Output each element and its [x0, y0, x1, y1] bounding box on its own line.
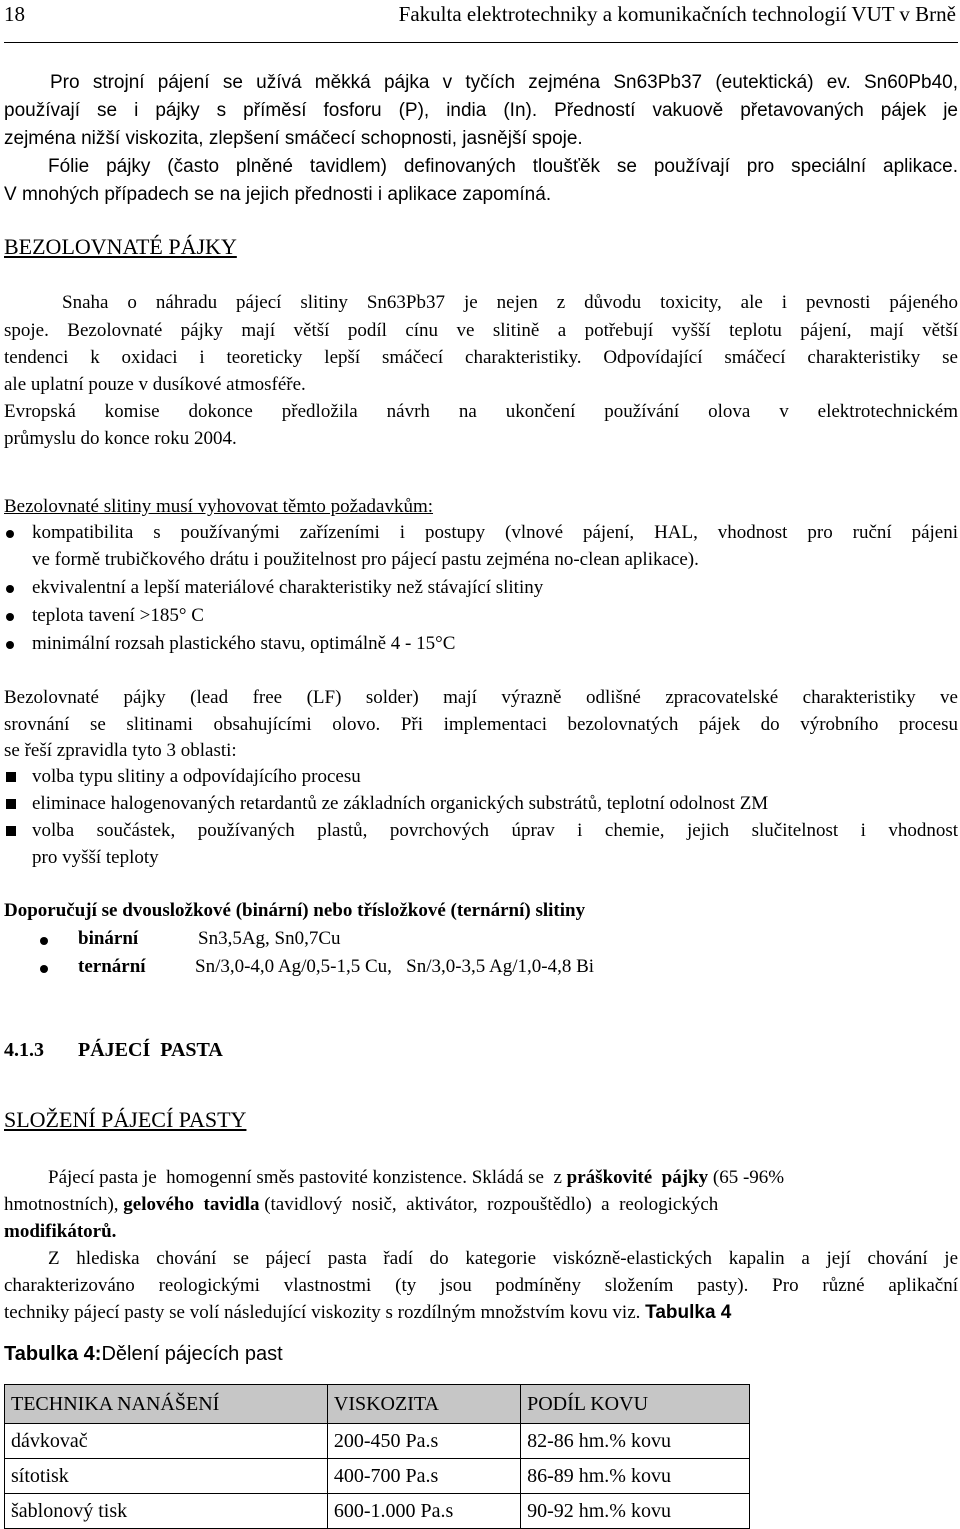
binary-value: Sn3,5Ag, Sn0,7Cu [198, 928, 341, 949]
table-header-cell: TECHNIKA NANÁŠENÍ [5, 1385, 328, 1424]
lead-free-line-1: Snaha o náhradu pájecí slitiny Sn63Pb37 je nejen z důvodu toxicity, ale i pevnosti pájeného [62, 292, 958, 313]
section-heading-lead-free: BEZOLOVNATÉ PÁJKY [4, 234, 237, 259]
intro-line-4: Fólie pájky (často plněné tavidlem) definovaných tloušťěk se používají pro speciální aplikace. [48, 156, 958, 177]
bullet-icon [6, 585, 14, 593]
table-row [5, 1494, 750, 1529]
ternary-value: Sn/3,0-4,0 Ag/0,5-1,5 Cu, Sn/3,0-3,5 Ag/1,0-4,8 Bi [195, 956, 595, 977]
intro-line-5: V mnohých případech se na jejich přednosti i aplikace zapomíná. [4, 184, 552, 205]
lf-line-3: se řeší zpravidla tyto 3 oblasti: [4, 740, 237, 761]
paste-line-4: Z hlediska chování se pájecí pasta řadí do kategorie viskózně-elastických kapalin a její chování je [48, 1248, 958, 1269]
requirement-item: ve formě trubičkového drátu i použitelnost pro pájecí pastu zejména no-clean aplikace). [32, 549, 699, 570]
table-cell: 600-1.000 Pa.s [327, 1494, 520, 1529]
paste-line-2b: gelového tavidla [123, 1194, 260, 1215]
section-title: PÁJECÍ PASTA [78, 1039, 223, 1061]
table-caption [4, 1343, 283, 1366]
section-number: 4.1.3 [4, 1039, 44, 1061]
lf-item: volba součástek, používaných plastů, povrchových úprav i chemie, jejich slučitelnost i vhodnost [32, 820, 958, 841]
lf-line-2: srovnání se slitinami obsahujícími olovo. Při implementaci bezolovnatých pájek do výrobního procesu [4, 714, 958, 735]
square-bullet-icon [6, 772, 16, 782]
paste-line-1c: (65 -96% [708, 1167, 785, 1188]
paste-line-1a: Pájecí pasta je homogenní směs pastovité konzistence. Skládá se z [48, 1167, 567, 1188]
paste-subheading: SLOŽENÍ PÁJECÍ PASTY [4, 1107, 247, 1132]
requirement-item: minimální rozsah plastického stavu, optimálně 4 - 15°C [32, 633, 456, 654]
intro-line-1: Pro strojní pájení se užívá měkká pájka v tyčích zejména Sn63Pb37 (eutektická) ev. Sn60Pb40, [50, 72, 958, 93]
paste-line-5: charakterizováno reologickými vlastnostmi (ty jsou podmíněny složením pasty). Pro různé aplikační [4, 1275, 958, 1296]
paste-viscosity-table [4, 1384, 750, 1529]
lf-item: eliminace halogenovaných retardantů ze základních organických substrátů, teplotní odolnost ZM [32, 793, 769, 814]
table-cell: šablonový tisk [5, 1494, 328, 1529]
requirement-item: ekvivalentní a lepší materiálové charakteristiky než stávající slitiny [32, 577, 544, 598]
lead-free-line-2: spoje. Bezolovnaté pájky mají větší podíl cínu ve slitině a potřebují vyšší teplotu pájení, mají větší [4, 320, 958, 341]
table-header-row [5, 1385, 750, 1424]
paste-line-2 [4, 1194, 958, 1216]
table-cell: dávkovač [5, 1424, 328, 1459]
lead-free-line-5: Evropská komise dokonce předložila návrh na ukončení používání olova v elektrotechnickém [4, 401, 958, 422]
table-header-cell: PODÍL KOVU [521, 1385, 750, 1424]
table-cell: 200-450 Pa.s [327, 1424, 520, 1459]
table-cell: 86-89 hm.% kovu [521, 1459, 750, 1494]
binary-label: binární [78, 928, 139, 949]
paste-line-2c: (tavidlový nosič, aktivátor, rozpouštědlo) a reologických [259, 1194, 719, 1215]
requirement-item: teplota tavení >185° C [32, 605, 204, 626]
table-cell: 90-92 hm.% kovu [521, 1494, 750, 1529]
table-caption-label: Tabulka 4: [4, 1343, 102, 1365]
intro-line-3: zejména nižší viskozita, zlepšení smáčecí schopnosti, jasnější spoje. [4, 128, 583, 149]
table-cell: 82-86 hm.% kovu [521, 1424, 750, 1459]
paste-line-2a: hmotnostních), [4, 1194, 124, 1215]
lead-free-line-3: tendenci k oxidaci i teoreticky lepší smáčecí charakteristiky. Odpovídající smáčecí charakteristiky se [4, 347, 958, 368]
bullet-icon [6, 613, 14, 621]
square-bullet-icon [6, 799, 16, 809]
lf-line-1: Bezolovnaté pájky (lead free (LF) solder) mají výrazně odlišné zpracovatelské charakteristiky ve [4, 687, 958, 708]
header-rule [4, 42, 958, 43]
table-caption-text: Dělení pájecích past [101, 1343, 283, 1365]
table-row [5, 1459, 750, 1494]
table-reference: Tabulka 4 [645, 1302, 732, 1323]
bullet-icon [6, 641, 14, 649]
lf-item: volba typu slitiny a odpovídajícího procesu [32, 766, 361, 787]
lead-free-line-6: průmyslu do konce roku 2004. [4, 428, 237, 449]
recommended-heading: Doporučují se dvousložkové (binární) nebo třísložkové (ternární) slitiny [4, 900, 586, 921]
paste-line-3: modifikátorů. [4, 1221, 117, 1242]
paste-line-1 [48, 1167, 958, 1189]
lf-item: pro vyšší teploty [32, 847, 159, 868]
bullet-icon [40, 965, 48, 973]
page-number: 18 [4, 2, 25, 26]
requirements-heading: Bezolovnaté slitiny musí vyhovovat těmto požadavkům: [4, 496, 434, 517]
paste-line-6a: techniky pájecí pasty se volí následující viskozity s rozdílným množstvím kovu viz. [4, 1302, 646, 1323]
table-header-cell: VISKOZITA [327, 1385, 520, 1424]
square-bullet-icon [6, 826, 16, 836]
requirement-item: kompatibilita s používanými zařízeními i postupy (vlnové pájení, HAL, vhodnost pro ruční pájeni [32, 522, 958, 543]
intro-line-2: používají se i pájky s příměsí fosforu (P), india (In). Předností vakuově přetavovaných pájek je [4, 100, 958, 121]
lead-free-line-4: ale uplatní pouze v dusíkové atmosféře. [4, 374, 306, 395]
table-row [5, 1424, 750, 1459]
table-cell: 400-700 Pa.s [327, 1459, 520, 1494]
paste-line-6 [4, 1302, 958, 1324]
table-cell: sítotisk [5, 1459, 328, 1494]
bullet-icon [6, 530, 14, 538]
paste-line-1b: práškovité pájky [566, 1167, 709, 1188]
ternary-label: ternární [78, 956, 146, 977]
bullet-icon [40, 937, 48, 945]
header-title: Fakulta elektrotechniky a komunikačních technologií VUT v Brně [398, 2, 956, 26]
